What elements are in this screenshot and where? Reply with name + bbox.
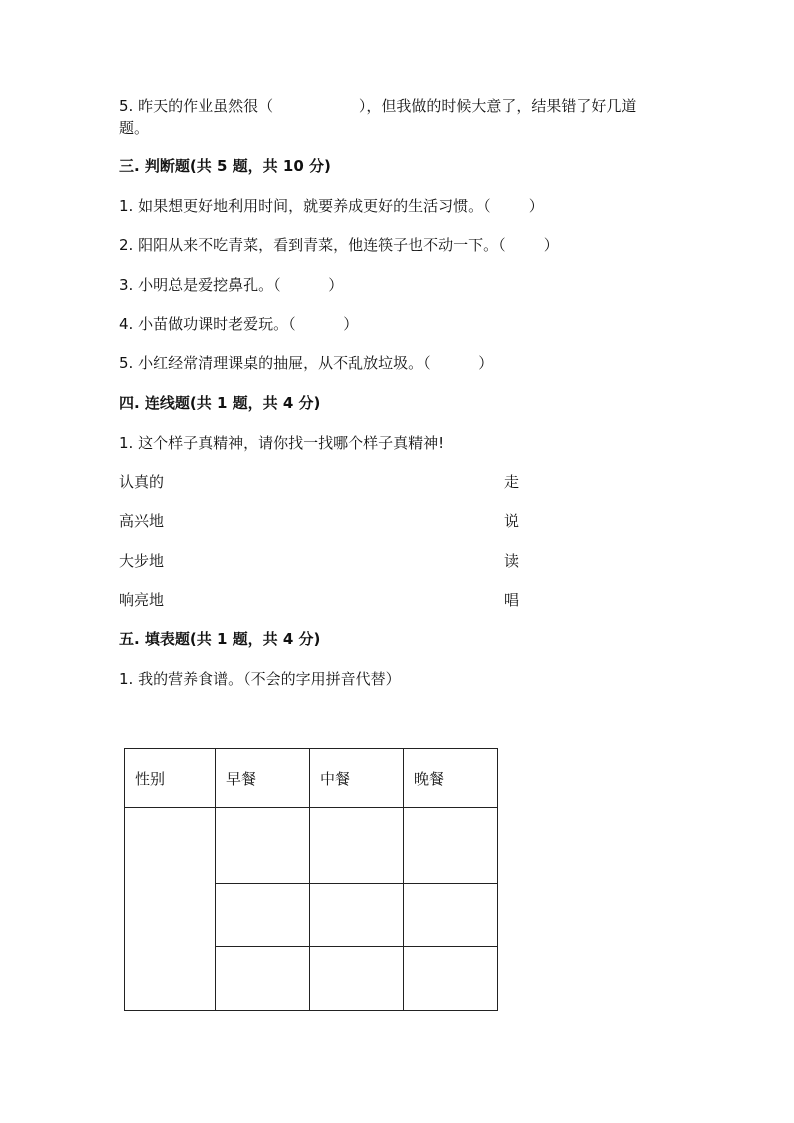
match-right-item-1: 走	[504, 473, 520, 491]
table-header-row	[125, 749, 498, 808]
table-header-gender: 性别	[125, 749, 216, 808]
table-cell[interactable]	[216, 884, 310, 947]
table-cell[interactable]	[310, 884, 404, 947]
judge-item-2: 2. 阳阳从来不吃青菜，看到青菜，他连筷子也不动一下。（ ）	[119, 236, 559, 254]
nutrition-table	[124, 748, 498, 1011]
table-cell-gender[interactable]	[125, 808, 216, 1011]
match-left-item-2: 高兴地	[119, 512, 165, 530]
table-header-dinner: 晚餐	[404, 749, 498, 808]
matching-question: 1. 这个样子真精神，请你找一找哪个样子真精神!	[119, 434, 445, 452]
judge-item-3: 3. 小明总是爱挖鼻孔。（ ）	[119, 276, 344, 294]
match-left-item-4: 响亮地	[119, 591, 165, 609]
table-header-breakfast: 早餐	[216, 749, 310, 808]
match-right-item-4: 唱	[504, 591, 520, 609]
table-cell[interactable]	[404, 884, 498, 947]
table-header-lunch: 中餐	[310, 749, 404, 808]
match-left-item-3: 大步地	[119, 552, 165, 570]
question-5-line-2: 题。	[119, 119, 150, 137]
section-3-heading: 三. 判断题(共 5 题，共 10 分)	[119, 157, 331, 175]
judge-item-5: 5. 小红经常清理课桌的抽屉，从不乱放垃圾。（ ）	[119, 354, 494, 372]
table-cell[interactable]	[404, 947, 498, 1011]
table-row	[125, 808, 498, 884]
table-cell[interactable]	[216, 947, 310, 1011]
match-right-item-3: 读	[504, 552, 520, 570]
section-4-heading: 四. 连线题(共 1 题，共 4 分)	[119, 394, 321, 412]
section-5-heading: 五. 填表题(共 1 题，共 4 分)	[119, 630, 321, 648]
table-cell[interactable]	[404, 808, 498, 884]
table-question: 1. 我的营养食谱。（不会的字用拼音代替）	[119, 670, 401, 688]
match-right-item-2: 说	[504, 512, 520, 530]
match-left-item-1: 认真的	[119, 473, 165, 491]
table-cell[interactable]	[310, 947, 404, 1011]
judge-item-1: 1. 如果想更好地利用时间，就要养成更好的生活习惯。（ ）	[119, 197, 544, 215]
judge-item-4: 4. 小苗做功课时老爱玩。（ ）	[119, 315, 359, 333]
table-cell[interactable]	[216, 808, 310, 884]
table-cell[interactable]	[310, 808, 404, 884]
question-5-line-1: 5. 昨天的作业虽然很（ ），但我做的时候大意了，结果错了好几道	[119, 97, 637, 115]
